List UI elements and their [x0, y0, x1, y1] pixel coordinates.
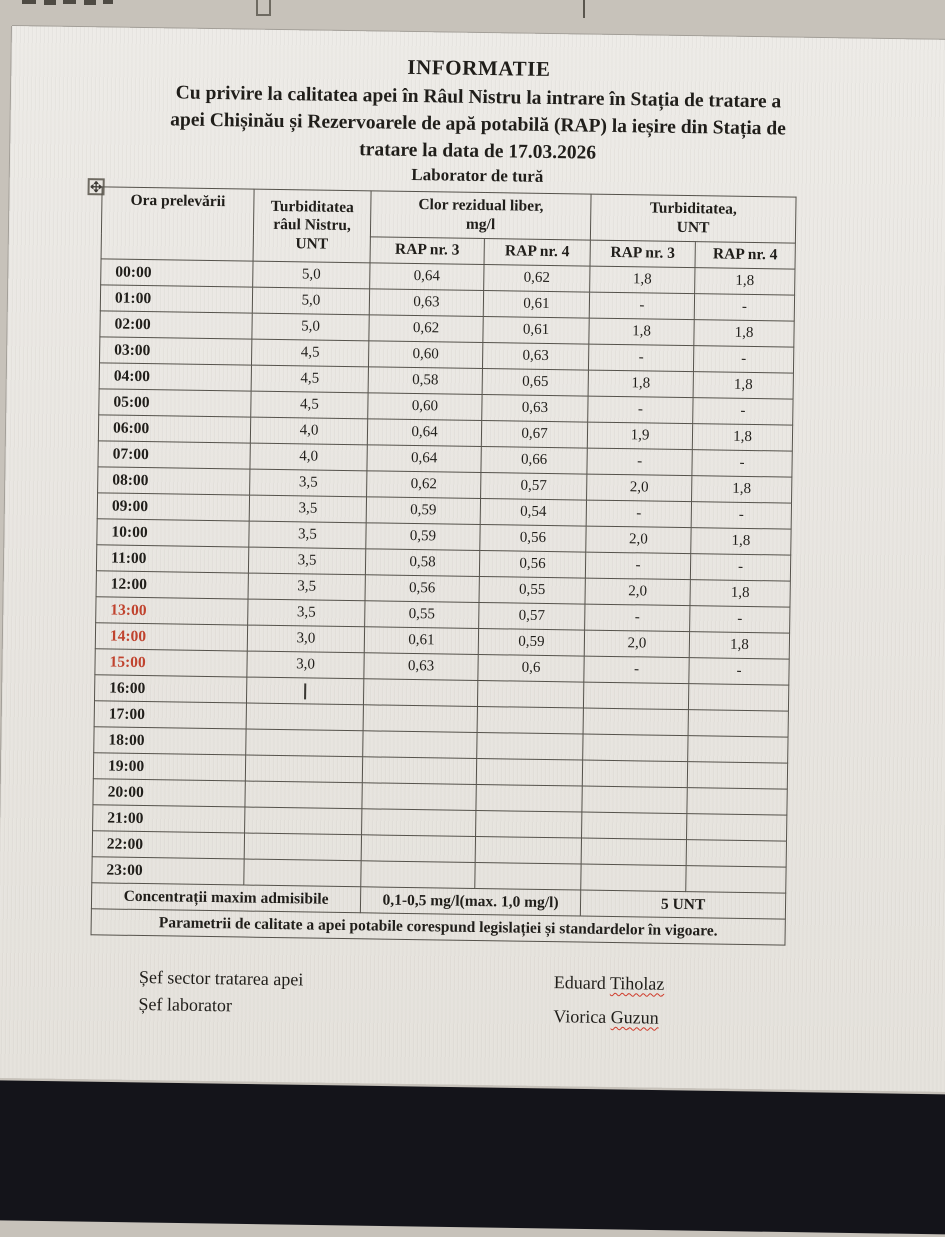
chlorine-rap4-cell[interactable]: 0,66 — [481, 447, 587, 475]
chlorine-rap4-cell[interactable] — [476, 758, 582, 786]
turbidity-rap3-cell[interactable] — [582, 786, 687, 814]
time-cell[interactable]: 22:00 — [92, 831, 244, 859]
window-fragment-icon — [256, 0, 271, 16]
time-cell[interactable]: 15:00 — [95, 649, 247, 677]
nistru-turbidity-cell[interactable]: 4,5 — [251, 339, 368, 367]
nistru-turbidity-cell[interactable] — [246, 729, 363, 757]
page-title: INFORMATIE — [11, 26, 945, 88]
time-cell[interactable]: 17:00 — [94, 701, 246, 729]
nistru-turbidity-cell[interactable] — [244, 833, 361, 861]
turbidity-rap3-cell[interactable]: - — [588, 396, 693, 424]
signature-roles — [138, 964, 303, 1020]
turbidity-rap4-cell[interactable] — [687, 788, 787, 815]
chlorine-rap3-cell[interactable]: 0,56 — [365, 575, 479, 603]
nistru-turbidity-cell[interactable]: 5,0 — [252, 287, 369, 315]
turbidity-rap4-cell[interactable] — [688, 710, 788, 737]
turbidity-rap4-cell[interactable]: 1,8 — [695, 268, 795, 295]
nistru-turbidity-cell[interactable]: 4,0 — [250, 443, 367, 471]
time-cell[interactable]: 18:00 — [94, 727, 246, 755]
chlorine-rap3-cell[interactable]: 0,59 — [366, 497, 480, 525]
turbidity-rap3-cell[interactable] — [581, 864, 686, 892]
time-cell[interactable]: 20:00 — [93, 779, 245, 807]
chlorine-rap3-cell[interactable] — [361, 835, 475, 863]
document-subtitle — [10, 77, 945, 172]
nistru-turbidity-cell[interactable]: 3,5 — [249, 521, 366, 549]
nistru-turbidity-cell[interactable] — [245, 807, 362, 835]
nistru-turbidity-cell[interactable]: 5,0 — [253, 261, 370, 289]
turbidity-rap4-cell[interactable]: 1,8 — [694, 320, 794, 347]
signature-surname: Tiholaz — [610, 973, 665, 994]
screen-bottom-bezel — [0, 1080, 945, 1237]
text-cursor — [304, 683, 306, 699]
signature-names — [553, 972, 664, 1042]
signature-surname: Guzun — [611, 1007, 659, 1028]
turbidity-rap3-cell[interactable]: 2,0 — [585, 578, 690, 606]
limits-label-cell[interactable]: Concentrații maxim admisibile — [91, 883, 360, 913]
chlorine-rap3-cell[interactable] — [363, 705, 477, 733]
turbidity-rap3-cell[interactable]: 1,8 — [589, 318, 694, 346]
chlorine-rap3-cell[interactable]: 0,62 — [369, 315, 483, 343]
chlorine-rap4-cell[interactable]: 0,59 — [478, 628, 584, 656]
nistru-turbidity-cell[interactable]: 3,0 — [247, 625, 364, 653]
turbidity-rap3-cell[interactable] — [583, 734, 688, 762]
chlorine-rap3-cell[interactable]: 0,62 — [367, 471, 481, 499]
header-sampling-time[interactable]: Ora prelevării — [101, 187, 254, 261]
turbidity-rap3-cell[interactable]: 1,9 — [587, 422, 692, 450]
chlorine-rap3-cell[interactable]: 0,58 — [365, 549, 479, 577]
turbidity-rap4-cell[interactable] — [688, 736, 788, 763]
turbidity-rap4-cell[interactable]: - — [693, 346, 793, 373]
header-chlorine-rap3[interactable]: RAP nr. 3 — [370, 237, 484, 265]
chlorine-rap3-cell[interactable]: 0,58 — [368, 367, 482, 395]
subtitle-line: tratare la data de 17.03.2026 — [10, 131, 945, 172]
turbidity-rap4-cell[interactable] — [687, 762, 787, 789]
time-cell[interactable]: 16:00 — [94, 675, 246, 703]
chlorine-rap4-cell[interactable]: 0,54 — [480, 499, 586, 527]
header-chlorine-rap4[interactable]: RAP nr. 4 — [484, 239, 590, 267]
chlorine-rap4-cell[interactable]: 0,63 — [482, 343, 588, 371]
time-cell[interactable]: 23:00 — [92, 857, 244, 885]
chlorine-rap4-cell[interactable] — [477, 706, 583, 734]
time-cell[interactable]: 10:00 — [97, 519, 249, 547]
toolbar-fragment-icon — [63, 0, 76, 4]
chlorine-rap3-cell[interactable]: 0,63 — [369, 289, 483, 317]
turbidity-rap4-cell[interactable]: 1,8 — [690, 580, 790, 607]
signature-first-name: Eduard — [554, 972, 610, 993]
chlorine-rap4-cell[interactable]: 0,61 — [483, 317, 589, 345]
header-chlorine-group[interactable]: Clor rezidual liber, mg/l — [370, 191, 591, 240]
turbidity-rap4-cell[interactable]: 1,8 — [691, 528, 791, 555]
nistru-turbidity-cell[interactable]: 3,5 — [250, 469, 367, 497]
chlorine-rap3-cell[interactable]: 0,59 — [366, 523, 480, 551]
turbidity-rap4-cell[interactable]: 1,8 — [693, 372, 793, 399]
turbidity-rap4-cell[interactable]: - — [690, 554, 790, 581]
turbidity-rap3-cell[interactable] — [583, 682, 688, 710]
time-cell[interactable]: 09:00 — [97, 493, 249, 521]
chlorine-rap4-cell[interactable]: 0,67 — [481, 421, 587, 449]
chlorine-rap4-cell[interactable]: 0,56 — [480, 524, 586, 552]
time-cell[interactable]: 02:00 — [100, 311, 252, 339]
turbidity-rap4-cell[interactable]: - — [693, 398, 793, 425]
turbidity-rap3-cell[interactable]: 1,8 — [590, 266, 695, 294]
subtitle-line: Cu privire la calitatea apei în Râul Nistru la intrare în Stația de tratare a — [11, 77, 945, 118]
nistru-turbidity-cell[interactable]: 4,5 — [251, 365, 368, 393]
signature-name — [554, 972, 665, 995]
signature-name — [553, 1006, 664, 1029]
chlorine-rap4-cell[interactable]: 0,6 — [478, 654, 584, 682]
turbidity-limit-cell[interactable]: 5 UNT — [580, 890, 785, 919]
chlorine-rap3-cell[interactable] — [363, 679, 477, 707]
lab-shift-line: Laborator de tură — [10, 159, 945, 193]
chlorine-rap4-cell[interactable]: 0,65 — [482, 369, 588, 397]
subtitle-line: apei Chișinău și Rezervoarele de apă potabilă (RAP) la ieșire din Stația de — [10, 104, 945, 145]
toolbar-fragment-icon — [84, 0, 96, 5]
chlorine-rap3-cell[interactable] — [362, 783, 476, 811]
time-cell[interactable]: 14:00 — [95, 623, 247, 651]
chlorine-rap3-cell[interactable] — [362, 757, 476, 785]
toolbar-fragment-icon — [103, 0, 113, 4]
toolbar-fragment-icon — [22, 0, 36, 4]
chlorine-rap3-cell[interactable] — [362, 809, 476, 837]
time-cell[interactable]: 03:00 — [100, 337, 252, 365]
nistru-turbidity-cell[interactable]: 3,5 — [248, 547, 365, 575]
chlorine-limit-cell[interactable]: 0,1-0,5 mg/l(max. 1,0 mg/l) — [360, 887, 580, 916]
signature-role: Șef laborator — [138, 991, 303, 1020]
turbidity-rap3-cell[interactable] — [583, 708, 688, 736]
nistru-turbidity-cell[interactable]: 3,5 — [248, 599, 365, 627]
time-cell[interactable]: 12:00 — [96, 571, 248, 599]
chlorine-rap3-cell[interactable]: 0,63 — [364, 653, 478, 681]
time-cell[interactable]: 21:00 — [93, 805, 245, 833]
turbidity-rap3-cell[interactable]: 2,0 — [586, 526, 691, 554]
chlorine-rap4-cell[interactable]: 0,57 — [481, 473, 587, 501]
chlorine-rap4-cell[interactable]: 0,57 — [479, 602, 585, 630]
turbidity-rap3-cell[interactable] — [581, 838, 686, 866]
turbidity-rap3-cell[interactable]: - — [586, 500, 691, 528]
chlorine-rap4-cell[interactable]: 0,55 — [479, 576, 585, 604]
turbidity-rap3-cell[interactable] — [582, 760, 687, 788]
chlorine-rap4-cell[interactable] — [477, 680, 583, 708]
chlorine-rap3-cell[interactable]: 0,64 — [367, 445, 481, 473]
turbidity-rap3-cell[interactable]: - — [584, 656, 689, 684]
turbidity-rap4-cell[interactable]: - — [690, 606, 790, 633]
header-turbidity-group[interactable]: Turbiditatea, UNT — [590, 194, 796, 243]
time-cell[interactable]: 06:00 — [98, 415, 250, 443]
turbidity-rap3-cell[interactable]: 2,0 — [584, 630, 689, 658]
time-cell[interactable]: 04:00 — [99, 363, 251, 391]
turbidity-rap3-cell[interactable]: - — [588, 344, 693, 372]
chlorine-rap4-cell[interactable] — [477, 732, 583, 760]
chlorine-rap3-cell[interactable]: 0,64 — [370, 263, 484, 291]
turbidity-rap3-cell[interactable]: 2,0 — [587, 474, 692, 502]
toolbar-fragment-icon — [44, 0, 56, 5]
turbidity-rap4-cell[interactable] — [686, 840, 786, 867]
nistru-turbidity-cell[interactable]: 3,5 — [248, 573, 365, 601]
turbidity-rap4-cell[interactable]: 1,8 — [689, 632, 789, 659]
turbidity-rap4-cell[interactable] — [688, 684, 788, 711]
chlorine-rap3-cell[interactable] — [363, 731, 477, 759]
turbidity-rap3-cell[interactable]: - — [585, 552, 690, 580]
turbidity-rap4-cell[interactable]: 1,8 — [692, 476, 792, 503]
header-turbidity-rap3[interactable]: RAP nr. 3 — [590, 240, 695, 268]
chlorine-rap3-cell[interactable]: 0,60 — [368, 341, 482, 369]
turbidity-rap4-cell[interactable] — [687, 814, 787, 841]
nistru-turbidity-cell[interactable] — [246, 677, 363, 705]
time-cell[interactable]: 01:00 — [100, 285, 252, 313]
nistru-turbidity-cell[interactable]: 4,5 — [251, 391, 368, 419]
turbidity-rap3-cell[interactable]: - — [589, 292, 694, 320]
water-quality-table — [91, 186, 797, 945]
turbidity-rap4-cell[interactable]: - — [691, 502, 791, 529]
document-content — [0, 26, 945, 1092]
chlorine-rap4-cell[interactable]: 0,63 — [482, 395, 588, 423]
turbidity-rap3-cell[interactable]: - — [585, 604, 690, 632]
time-cell[interactable]: 00:00 — [101, 259, 253, 287]
nistru-turbidity-cell[interactable] — [245, 755, 362, 783]
turbidity-rap4-cell[interactable] — [686, 866, 786, 893]
turbidity-rap3-cell[interactable]: 1,8 — [588, 370, 693, 398]
time-cell[interactable]: 08:00 — [98, 467, 250, 495]
nistru-turbidity-cell[interactable] — [245, 781, 362, 809]
nistru-turbidity-cell[interactable] — [246, 703, 363, 731]
chlorine-rap4-cell[interactable] — [475, 836, 581, 864]
chlorine-rap4-cell[interactable]: 0,62 — [484, 265, 590, 293]
turbidity-rap4-cell[interactable]: - — [692, 450, 792, 477]
document-page — [0, 26, 945, 1093]
chlorine-rap4-cell[interactable] — [475, 862, 581, 890]
turbidity-rap3-cell[interactable] — [582, 812, 687, 840]
chlorine-rap3-cell[interactable]: 0,55 — [365, 601, 479, 629]
nistru-turbidity-cell[interactable]: 3,0 — [247, 651, 364, 679]
chlorine-rap3-cell[interactable]: 0,60 — [368, 393, 482, 421]
signature-first-name: Viorica — [553, 1006, 611, 1027]
screen-edge-line — [583, 0, 585, 18]
chlorine-rap3-cell[interactable] — [361, 861, 475, 889]
time-cell[interactable]: 11:00 — [96, 545, 248, 573]
signature-role: Șef sector tratarea apei — [139, 964, 304, 993]
nistru-turbidity-cell[interactable] — [244, 859, 361, 887]
chlorine-rap4-cell[interactable]: 0,61 — [483, 291, 589, 319]
time-cell[interactable]: 05:00 — [99, 389, 251, 417]
chlorine-rap4-cell[interactable] — [476, 784, 582, 812]
chlorine-rap4-cell[interactable] — [476, 810, 582, 838]
time-cell[interactable]: 13:00 — [96, 597, 248, 625]
turbidity-rap4-cell[interactable]: - — [689, 658, 789, 685]
nistru-turbidity-cell[interactable]: 5,0 — [252, 313, 369, 341]
time-cell[interactable]: 19:00 — [93, 753, 245, 781]
header-nistru-turbidity[interactable]: Turbiditatea râul Nistru, UNT — [253, 189, 371, 263]
turbidity-rap4-cell[interactable]: - — [694, 294, 794, 321]
turbidity-rap3-cell[interactable]: - — [587, 448, 692, 476]
nistru-turbidity-cell[interactable]: 3,5 — [249, 495, 366, 523]
table-body — [92, 259, 795, 893]
chlorine-rap3-cell[interactable]: 0,61 — [364, 627, 478, 655]
turbidity-rap4-cell[interactable]: 1,8 — [692, 424, 792, 451]
quality-note-cell[interactable]: Parametrii de calitate a apei potabile corespund legislației și standardelor în vigoare. — [91, 909, 785, 945]
nistru-turbidity-cell[interactable]: 4,0 — [250, 417, 367, 445]
chlorine-rap4-cell[interactable]: 0,56 — [479, 550, 585, 578]
header-turbidity-rap4[interactable]: RAP nr. 4 — [695, 242, 795, 269]
chlorine-rap3-cell[interactable]: 0,64 — [367, 419, 481, 447]
time-cell[interactable]: 07:00 — [98, 441, 250, 469]
